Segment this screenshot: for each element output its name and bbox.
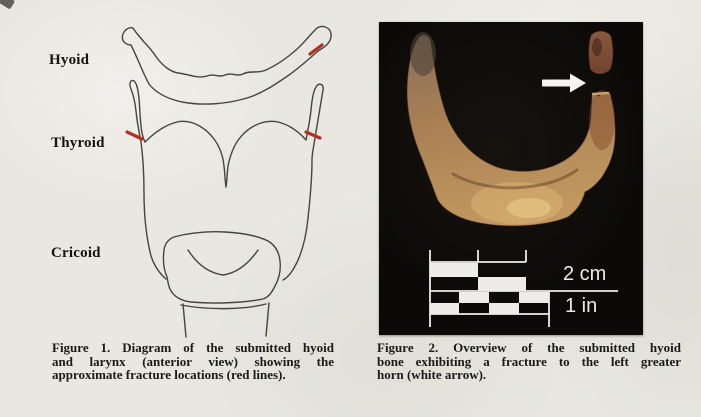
- thyroid-label: Thyroid: [51, 135, 105, 151]
- cricoid-inner-arch: [188, 250, 258, 275]
- caption-line: Figure 2. Overview of the submitted hyoid: [377, 340, 681, 355]
- hyoid-outline: [122, 27, 331, 105]
- caption-line: approximate fracture locations (red lines).: [52, 367, 286, 382]
- hyoid-label: Hyoid: [49, 52, 90, 68]
- scale-in-label: 1 in: [565, 295, 598, 317]
- caption-line: bone exhibiting a fracture to the left greater: [377, 353, 681, 369]
- figure2-caption: [377, 341, 681, 382]
- scan-artifact: [0, 0, 15, 10]
- photographic-scale: [430, 250, 618, 327]
- bone-right-limb-shading: [589, 90, 615, 150]
- hyoid-bone-photo-art: [379, 22, 643, 335]
- hyoid-bone-photo: [379, 22, 643, 335]
- bone-body-bright-spot: [507, 198, 551, 218]
- thyroid-outline: [130, 80, 323, 280]
- cricoid-lower-border: [181, 304, 266, 309]
- trachea-left-line: [183, 304, 186, 337]
- fracture-surface-highlight: [593, 93, 608, 94]
- caption-line: Figure 1. Diagram of the submitted hyoid: [52, 340, 334, 355]
- figure1-caption: [52, 341, 334, 382]
- caption-line: horn (white arrow).: [377, 367, 487, 382]
- cricoid-outline: [163, 232, 280, 303]
- fragment-shading: [592, 38, 602, 56]
- fracture-arrow-icon: [542, 74, 586, 93]
- cricoid-label: Cricoid: [51, 245, 101, 261]
- trachea-right-line: [266, 303, 269, 336]
- scale-cm-label: 2 cm: [563, 263, 607, 285]
- fracture-mark-thyroid-right: [306, 132, 320, 138]
- caption-line: and larynx (anterior view) showing the: [52, 353, 334, 369]
- bone-tip-shading: [410, 32, 436, 76]
- larynx-diagram: [100, 15, 345, 340]
